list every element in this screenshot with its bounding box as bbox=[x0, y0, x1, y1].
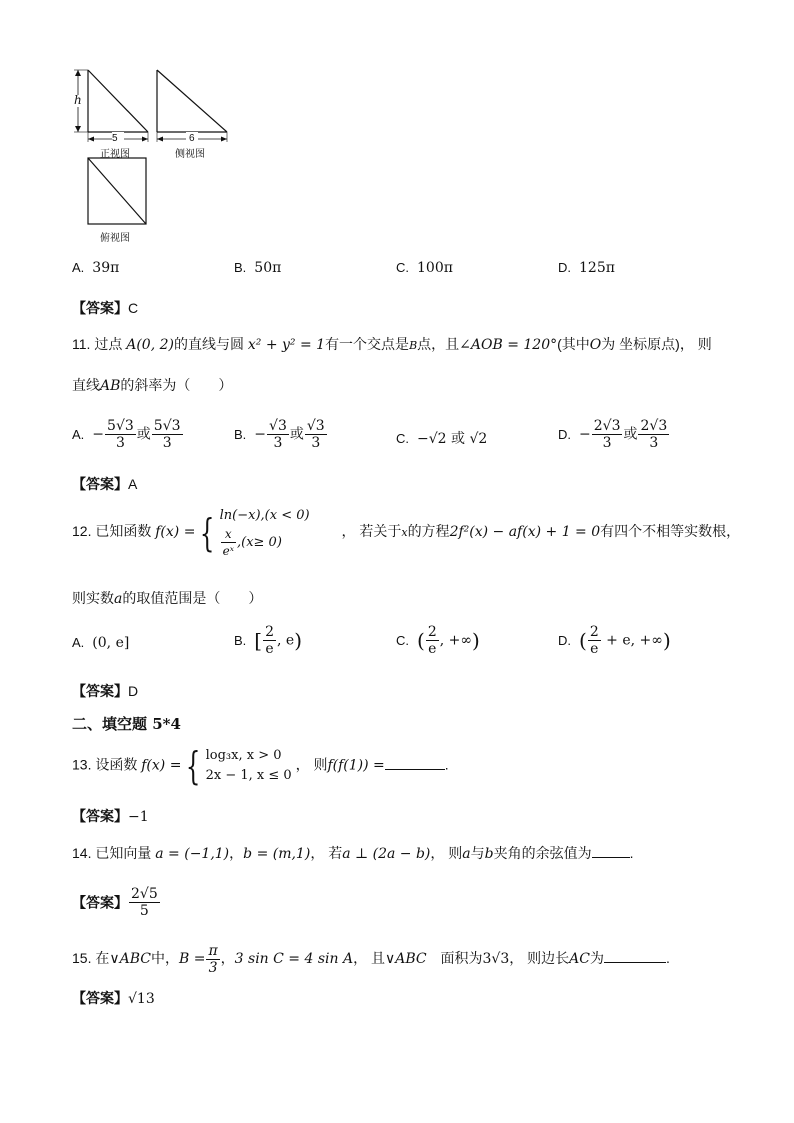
section-title: 二、填空题 5*4 bbox=[72, 715, 181, 733]
q11-option-a: A. − $\frac{5√3}{3}$ 或 $\frac{5√3}{3}$ bbox=[72, 418, 181, 451]
q13-answer: 【答案】−1 bbox=[72, 808, 149, 825]
q12-option-a: A. (0, e] bbox=[72, 635, 130, 651]
q12-option-c: C. ( $\frac{2}{e}$ , +∞) bbox=[396, 624, 480, 657]
front-view-caption: 正视图 bbox=[100, 149, 130, 160]
q12-answer: 【答案】D bbox=[72, 683, 139, 699]
top-view bbox=[88, 158, 146, 224]
q10-option-d: D. 125π bbox=[558, 260, 615, 276]
q14-blank bbox=[592, 845, 630, 858]
q14-stem: 14. 已知向量 a = (−1,1)，b = (m,1)， 若a ⊥ (2a − b)， 则a与b夹角的余弦值为 . bbox=[72, 845, 634, 862]
q15-stem: 15. 在∨ABC中，B = $\frac{\pi}{3}$ ，3 sin C = 4 sin A， 且∨ABC 面积为3√3， 则边长AC为 . bbox=[72, 943, 670, 976]
q10-option-a: A. 39π bbox=[72, 260, 120, 276]
q13-stem: 13. 设函数 f(x) = { log₃x, x > 0 2x − 1, x ≤ 0 ， 则f(f(1)) = . bbox=[72, 744, 449, 788]
three-view-figure bbox=[70, 66, 240, 246]
q15-answer: 【答案】√13 bbox=[72, 990, 155, 1007]
q10-answer: 【答案】C bbox=[72, 300, 139, 316]
q14-answer: 【答案】 $\frac{2√5}{5}$ bbox=[72, 886, 158, 919]
front-view bbox=[73, 70, 148, 142]
q13-blank bbox=[385, 757, 445, 770]
q11-option-b: B. − $\frac{√3}{3}$ 或 $\frac{√3}{3}$ bbox=[234, 418, 325, 451]
side-view-caption: 侧视图 bbox=[175, 149, 205, 160]
q11-option-d: D. − $\frac{2√3}{3}$ 或 $\frac{2√3}{3}$ bbox=[558, 418, 668, 451]
q12-option-d: D. ( $\frac{2}{e}$ + e, +∞) bbox=[558, 624, 671, 657]
q11-stem: 11. 过点 A(0, 2)的直线与圆 x² + y² = 1有一个交点是B点，且∠AOB = 120°(其中O为 坐标原点)， 则 bbox=[72, 336, 712, 353]
q12-stem: 12. 已知函数 f(x) = { ln(−x),(x < 0) $\frac{x}{\text{eˣ}}$ ,(x≥ 0) ， 若关于x的方程2f²(x) − af(x) + 1 = 0有四个不相等实数根， bbox=[72, 508, 741, 558]
height-label: h bbox=[74, 93, 82, 107]
q11-option-c: C. −√2 或 √2 bbox=[396, 431, 488, 447]
q11-stem-line2: 直线AB的斜率为（ ） bbox=[72, 377, 233, 394]
q10-option-b: B. 50π bbox=[234, 260, 282, 276]
q12-stem-line2: 则实数a的取值范围是（ ） bbox=[72, 590, 263, 607]
front-width-label: 5 bbox=[112, 133, 118, 144]
side-view bbox=[157, 70, 227, 142]
q12-option-b: B. [ $\frac{2}{e}$ , e) bbox=[234, 624, 303, 657]
top-view-caption: 俯视图 bbox=[100, 233, 130, 244]
q10-option-c: C. 100π bbox=[396, 260, 453, 276]
q15-blank bbox=[604, 950, 666, 963]
q11-answer: 【答案】A bbox=[72, 476, 138, 492]
side-width-label: 6 bbox=[189, 133, 195, 144]
